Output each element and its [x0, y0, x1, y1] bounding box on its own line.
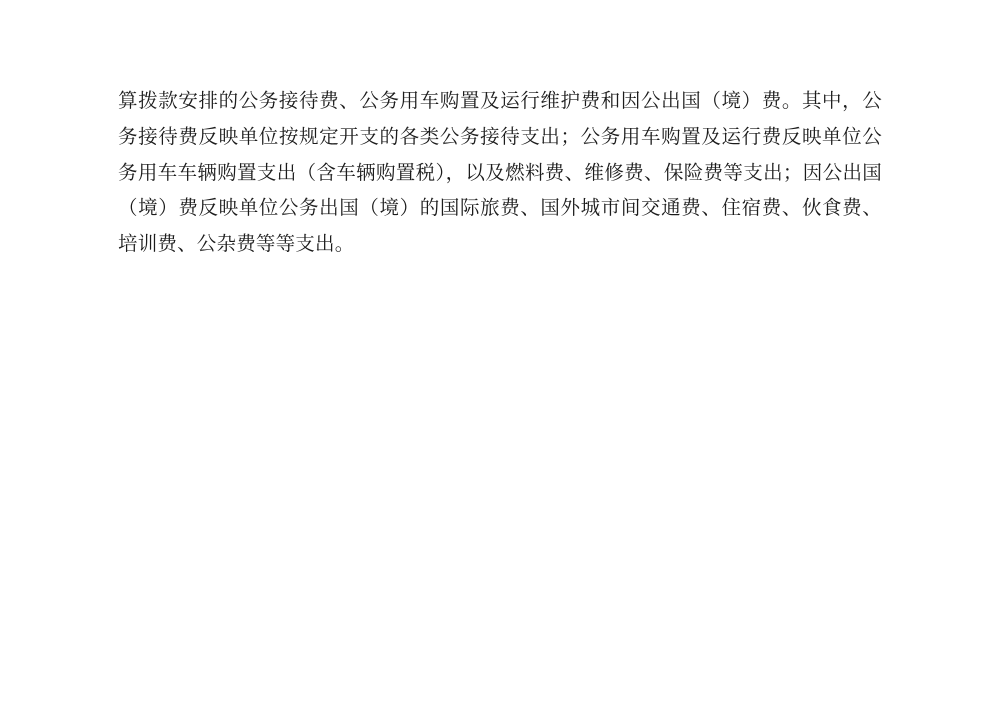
paragraph: 算拨款安排的公务接待费、公务用车购置及运行维护费和因公出国（境）费。其中，公务接待费反映单位按规定开支的各类公务接待支出；公务用车购置及运行费反映单位公务用车车辆购置支出（含车辆购置税），以及燃料费、维修费、保险费等支出；因公出国（境）费反映单位公务出国（境）的国际旅费、国外城市间交通费、住宿费、伙食费、培训费、公杂费等等支出。 [118, 91, 882, 256]
document-body [118, 84, 882, 263]
